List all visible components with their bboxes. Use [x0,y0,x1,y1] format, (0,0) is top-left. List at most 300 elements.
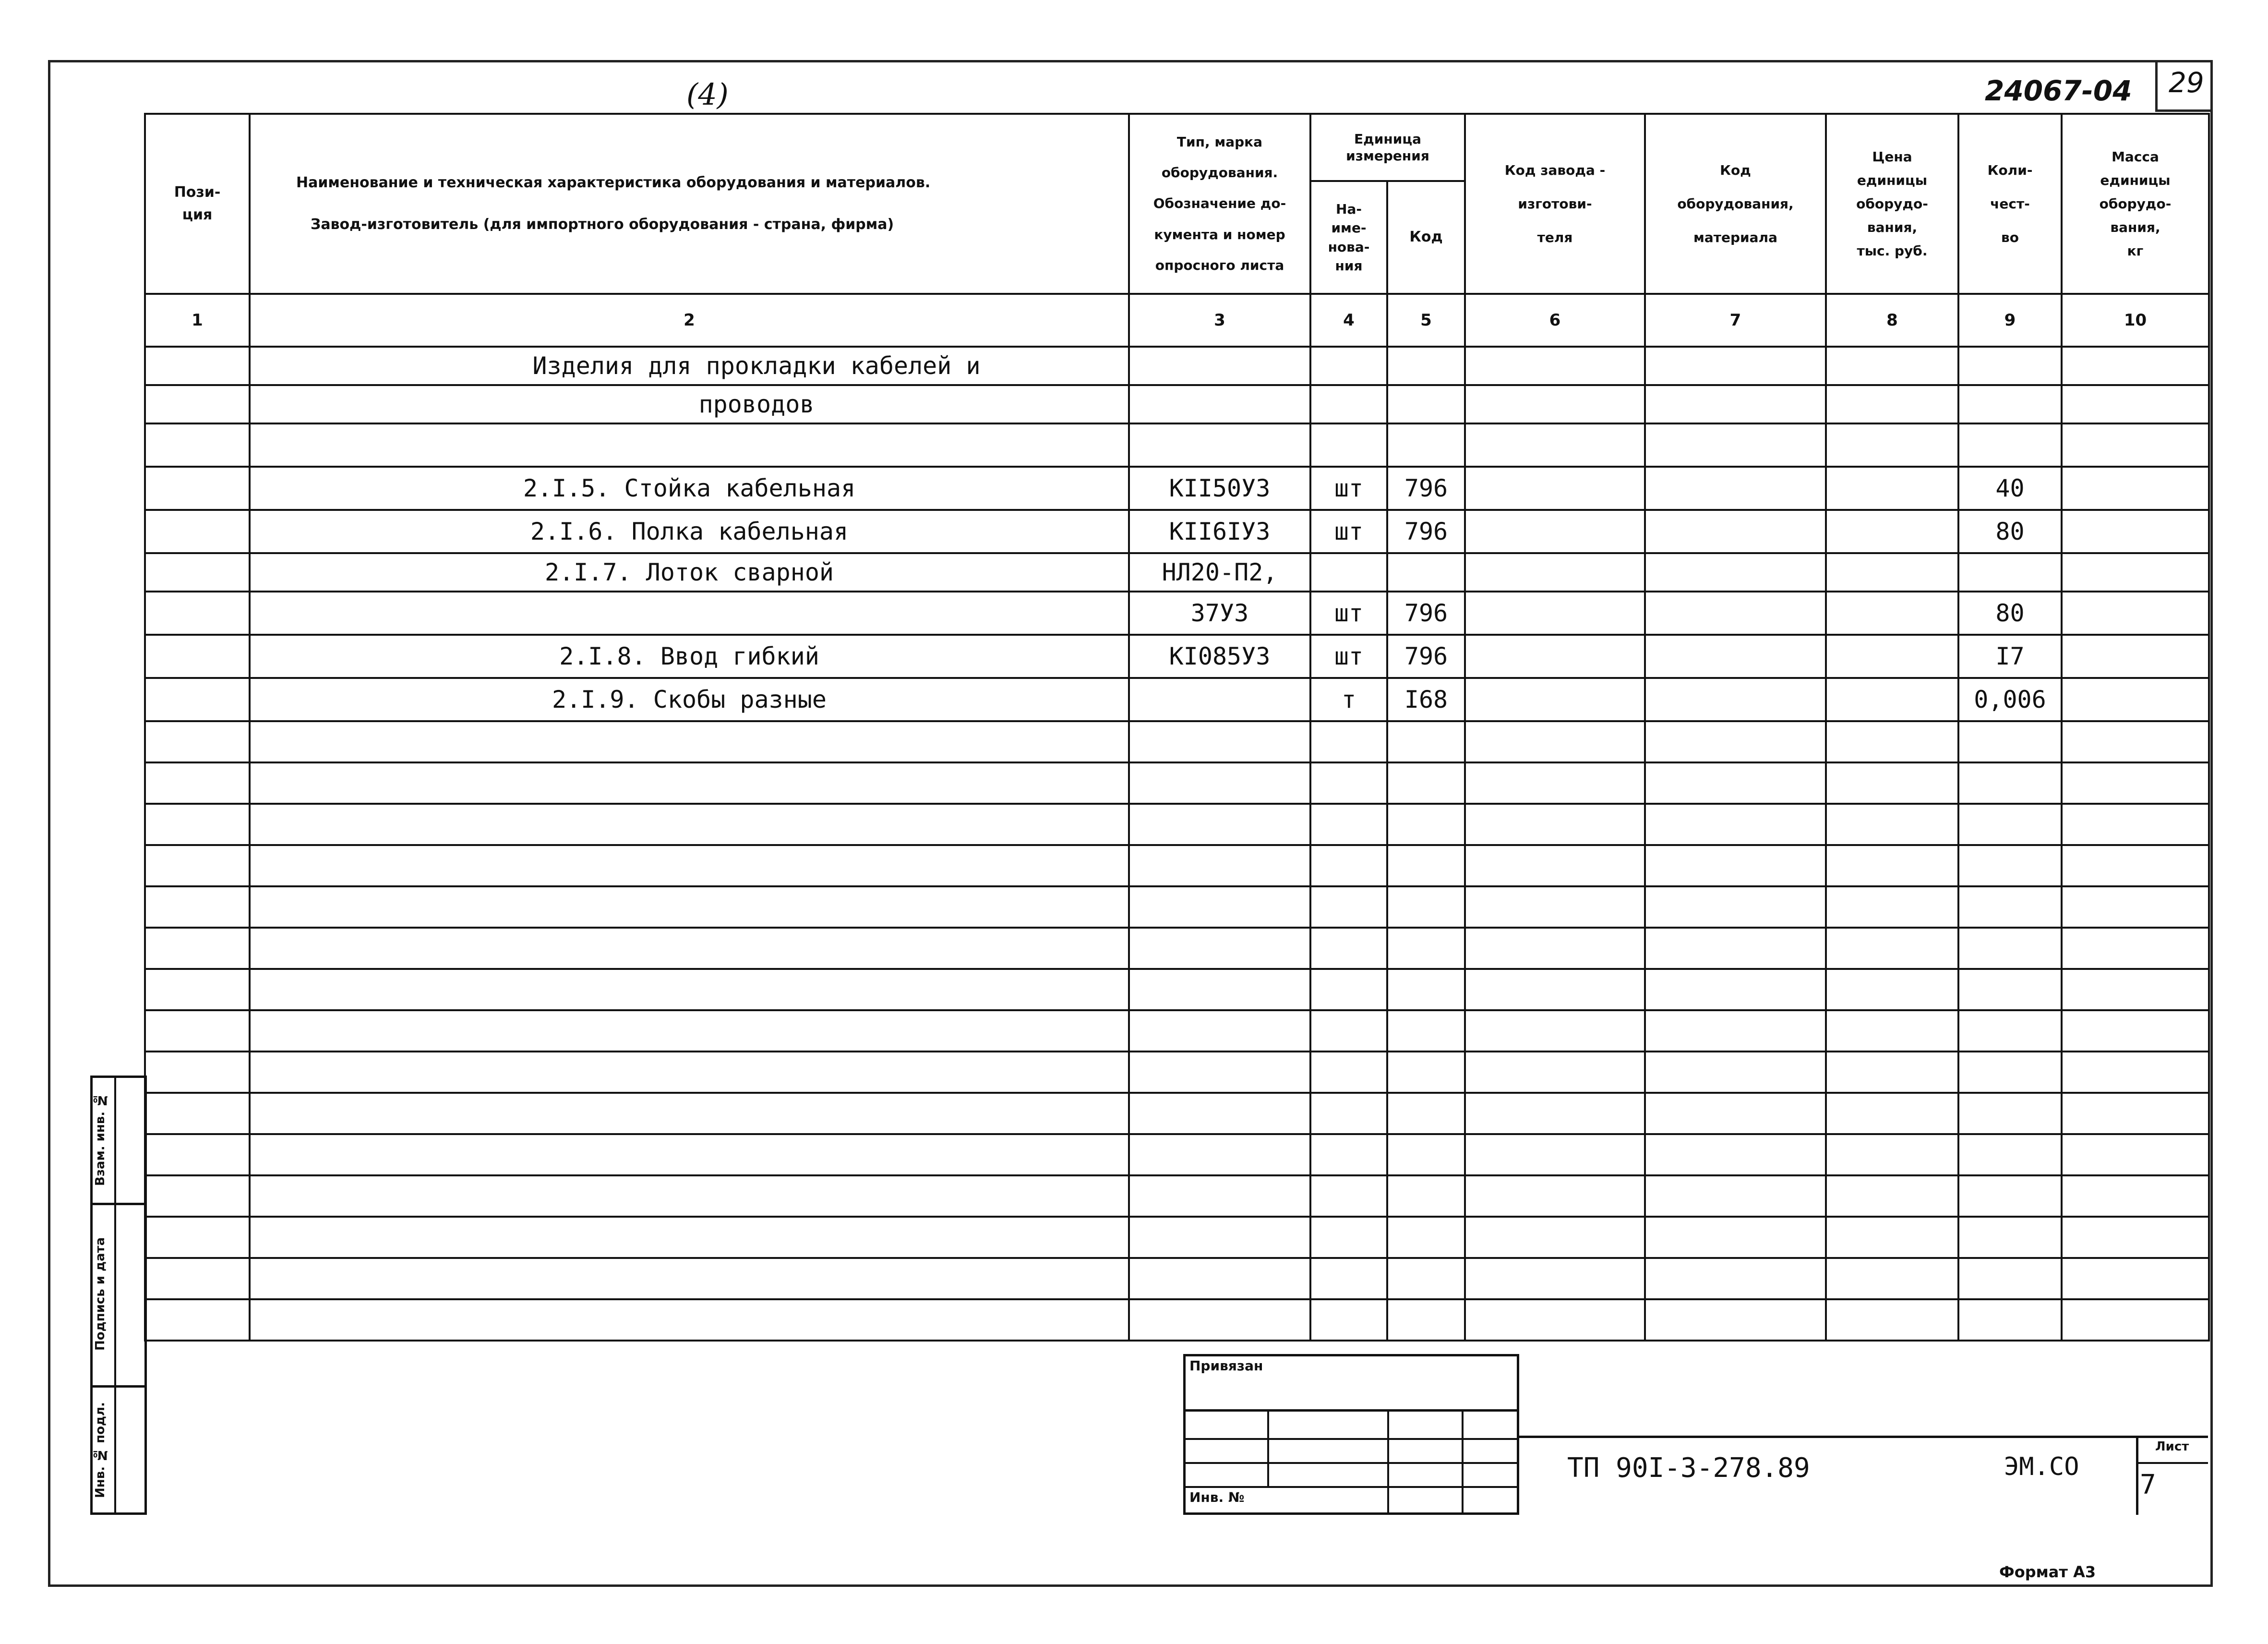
cell-mass [2062,385,2209,423]
cell-equipment-code [1645,1010,1826,1052]
cell-position [145,1258,250,1299]
table-row-empty [145,1010,2209,1052]
cell-quantity [1958,385,2062,423]
cell-type [1129,1258,1310,1299]
cell-plant-code [1465,678,1645,721]
cell-quantity: 40 [1958,467,2062,510]
cell-unit-code [1387,1134,1465,1175]
cell-equipment-code [1645,635,1826,678]
cell-plant-code [1465,886,1645,928]
table-row-empty [145,845,2209,886]
cell-quantity: 80 [1958,510,2062,553]
cell-equipment-code [1645,592,1826,635]
cell-unit-code [1387,347,1465,385]
cell-position [145,592,250,635]
cell-price [1826,886,1958,928]
column-number: 4 [1310,294,1387,347]
cell-price [1826,678,1958,721]
cell-name [250,1010,1129,1052]
cell-unit-name [1310,804,1387,845]
cell-price [1826,423,1958,467]
cell-price [1826,928,1958,969]
header-row-1 [145,114,2209,181]
cell-unit-code [1387,928,1465,969]
cell-position [145,845,250,886]
cell-price [1826,467,1958,510]
table-row-empty [145,1134,2209,1175]
cell-type: КII6IУ3 [1129,510,1310,553]
cell-name [250,1052,1129,1093]
cell-type [1129,721,1310,762]
cell-position [145,635,250,678]
table-row-empty [145,1299,2209,1341]
cell-unit-code [1387,845,1465,886]
cell-unit-code: I68 [1387,678,1465,721]
cell-equipment-code [1645,721,1826,762]
table-row-empty [145,886,2209,928]
table-row-empty [145,969,2209,1010]
cell-price [1826,510,1958,553]
cell-unit-code: 796 [1387,510,1465,553]
cell-name: проводов [250,385,1129,423]
cell-name [250,1217,1129,1258]
cell-position [145,762,250,804]
cell-name [250,886,1129,928]
data-rows [145,347,2209,1341]
cell-mass [2062,1299,2209,1341]
cell-unit-code [1387,1299,1465,1341]
cell-quantity [1958,1299,2062,1341]
cell-position [145,510,250,553]
cell-unit-code [1387,804,1465,845]
cell-plant-code [1465,969,1645,1010]
column-number: 2 [250,294,1129,347]
cell-plant-code [1465,1175,1645,1217]
cell-unit-name [1310,886,1387,928]
column-number: 3 [1129,294,1310,347]
cell-price [1826,845,1958,886]
cell-price [1826,721,1958,762]
cell-price [1826,635,1958,678]
header-unit-group: Единица измерения [1310,114,1465,181]
cell-price [1826,1010,1958,1052]
cell-price [1826,385,1958,423]
header-unit-code: Код [1387,181,1465,294]
table-row [145,553,2209,592]
cell-name [250,804,1129,845]
cell-quantity [1958,886,2062,928]
column-number-row [145,294,2209,347]
cell-price [1826,1175,1958,1217]
cell-type [1129,678,1310,721]
cell-unit-code [1387,762,1465,804]
cell-name [250,762,1129,804]
cell-name [250,721,1129,762]
cell-quantity: 80 [1958,592,2062,635]
cell-unit-code [1387,721,1465,762]
cell-name [250,969,1129,1010]
cell-name [250,1093,1129,1134]
cell-name [250,1134,1129,1175]
cell-position [145,1134,250,1175]
header-equipment-code: Код оборудования, материала [1645,114,1826,294]
cell-mass [2062,423,2209,467]
cell-unit-name [1310,1299,1387,1341]
cell-price [1826,804,1958,845]
cell-type [1129,886,1310,928]
cell-type: 37У3 [1129,592,1310,635]
cell-type: КI085У3 [1129,635,1310,678]
cell-plant-code [1465,347,1645,385]
cell-plant-code [1465,1299,1645,1341]
cell-unit-code [1387,1093,1465,1134]
cell-type [1129,804,1310,845]
cell-quantity: I7 [1958,635,2062,678]
cell-name: 2.I.6. Полка кабельная [250,510,1129,553]
header-type: Тип, марка оборудования. Обозначение до- кумента и номер опросного листа [1129,114,1310,294]
cell-unit-name: шт [1310,467,1387,510]
cell-unit-name [1310,969,1387,1010]
column-number: 6 [1465,294,1645,347]
cell-quantity [1958,928,2062,969]
header-name: Наименование и техническая характеристика оборудования и материалов. Завод-изготовитель (для импортного оборудования - страна, фирма) [250,114,1129,294]
sheet-label: Лист [2155,1439,2189,1454]
cell-quantity [1958,1093,2062,1134]
cell-equipment-code [1645,385,1826,423]
cell-name [250,928,1129,969]
cell-quantity [1958,721,2062,762]
cell-plant-code [1465,510,1645,553]
cell-plant-code [1465,1134,1645,1175]
cell-mass [2062,592,2209,635]
cell-equipment-code [1645,347,1826,385]
cell-mass [2062,553,2209,592]
title-block-top-line [1519,1436,2208,1438]
sheet-value: 7 [2140,1469,2156,1500]
column-number: 5 [1387,294,1465,347]
cell-mass [2062,762,2209,804]
cell-position [145,347,250,385]
cell-position [145,1052,250,1093]
cell-mass [2062,1093,2209,1134]
cell-equipment-code [1645,1052,1826,1093]
cell-type [1129,1217,1310,1258]
cell-mass [2062,928,2209,969]
cell-unit-name [1310,1217,1387,1258]
cell-mass [2062,845,2209,886]
cell-equipment-code [1645,467,1826,510]
document-code: ЭМ.СО [2004,1452,2079,1481]
cell-unit-name [1310,1134,1387,1175]
cell-unit-code [1387,1052,1465,1093]
privyazan-vline [1387,1409,1389,1515]
cell-unit-name [1310,1010,1387,1052]
cell-mass [2062,347,2209,385]
cell-name [250,845,1129,886]
cell-unit-name [1310,845,1387,886]
cell-quantity [1958,969,2062,1010]
cell-quantity [1958,804,2062,845]
cell-plant-code [1465,1217,1645,1258]
cell-plant-code [1465,1258,1645,1299]
privyazan-label: Привязан [1189,1358,1263,1374]
sheet-marker: (4) [686,77,729,112]
cell-position [145,1299,250,1341]
cell-plant-code [1465,721,1645,762]
cell-type [1129,423,1310,467]
cell-position [145,553,250,592]
cell-unit-code [1387,1217,1465,1258]
cell-price [1826,1299,1958,1341]
cell-mass [2062,467,2209,510]
cell-price [1826,969,1958,1010]
header-unit-name: На- име- нова- ния [1310,181,1387,294]
cell-unit-code [1387,423,1465,467]
header-position: Пози- ция [145,114,250,294]
header-price: Цена единицы оборудо- вания, тыс. руб. [1826,114,1958,294]
cell-quantity [1958,1134,2062,1175]
cell-plant-code [1465,804,1645,845]
cell-position [145,385,250,423]
cell-price [1826,1093,1958,1134]
cell-unit-code [1387,1258,1465,1299]
cell-equipment-code [1645,1175,1826,1217]
page-number: 29 [2169,66,2204,99]
cell-type [1129,385,1310,423]
cell-plant-code [1465,762,1645,804]
side-label-podpis: Подпись и дата [93,1237,108,1351]
cell-unit-code [1387,1010,1465,1052]
privyazan-hline [1183,1438,1519,1440]
cell-position [145,1093,250,1134]
cell-mass [2062,510,2209,553]
side-label-inv-podl: Инв. № подл. [93,1402,108,1498]
column-number: 7 [1645,294,1826,347]
cell-type: КII50У3 [1129,467,1310,510]
cell-type [1129,762,1310,804]
cell-name: 2.I.9. Скобы разные [250,678,1129,721]
cell-name: 2.I.7. Лоток сварной [250,553,1129,592]
cell-position [145,721,250,762]
cell-name: Изделия для прокладки кабелей и [250,347,1129,385]
table-row-empty [145,1093,2209,1134]
cell-position [145,928,250,969]
cell-unit-name [1310,1093,1387,1134]
column-number: 9 [1958,294,2062,347]
table-row-empty [145,1052,2209,1093]
cell-position [145,423,250,467]
cell-mass [2062,1217,2209,1258]
cell-type [1129,1093,1310,1134]
cell-quantity [1958,845,2062,886]
column-number: 10 [2062,294,2209,347]
cell-unit-name: шт [1310,510,1387,553]
cell-equipment-code [1645,1093,1826,1134]
cell-unit-name [1310,928,1387,969]
cell-quantity [1958,1217,2062,1258]
cell-mass [2062,969,2209,1010]
cell-unit-code [1387,553,1465,592]
table-row-empty [145,1217,2209,1258]
cell-unit-code: 796 [1387,467,1465,510]
cell-unit-code [1387,1175,1465,1217]
table-row [145,467,2209,510]
cell-equipment-code [1645,1134,1826,1175]
cell-unit-name: шт [1310,635,1387,678]
cell-quantity [1958,1010,2062,1052]
cell-unit-name [1310,385,1387,423]
cell-equipment-code [1645,762,1826,804]
table-row-empty [145,721,2209,762]
cell-unit-name [1310,762,1387,804]
side-stamp-column-line [114,1076,116,1515]
cell-type [1129,347,1310,385]
cell-price [1826,592,1958,635]
cell-mass [2062,1175,2209,1217]
side-label-vzam: Взам. инв. № [93,1092,108,1186]
cell-unit-name [1310,423,1387,467]
sheet-box-divider [2136,1462,2208,1464]
cell-plant-code [1465,1010,1645,1052]
cell-type [1129,1010,1310,1052]
cell-quantity [1958,762,2062,804]
table-row [145,347,2209,385]
cell-plant-code [1465,635,1645,678]
cell-quantity [1958,553,2062,592]
format-label: Формат А3 [1999,1563,2096,1581]
privyazan-vline [1462,1409,1464,1515]
cell-mass [2062,721,2209,762]
cell-unit-code: 796 [1387,592,1465,635]
cell-name: 2.I.8. Ввод гибкий [250,635,1129,678]
cell-quantity [1958,1258,2062,1299]
cell-unit-code: 796 [1387,635,1465,678]
cell-type [1129,1175,1310,1217]
cell-price [1826,347,1958,385]
project-code: ТП 90I-3-278.89 [1567,1452,1810,1484]
table-row [145,635,2209,678]
cell-name [250,1299,1129,1341]
header-mass: Масса единицы оборудо- вания, кг [2062,114,2209,294]
cell-equipment-code [1645,969,1826,1010]
cell-mass [2062,1258,2209,1299]
cell-mass [2062,1010,2209,1052]
table-row [145,678,2209,721]
cell-price [1826,1052,1958,1093]
header-quantity: Коли- чест- во [1958,114,2062,294]
privyazan-hline [1183,1486,1519,1488]
cell-equipment-code [1645,886,1826,928]
cell-position [145,467,250,510]
cell-equipment-code [1645,423,1826,467]
cell-name [250,423,1129,467]
cell-type [1129,1134,1310,1175]
cell-type [1129,845,1310,886]
cell-quantity [1958,1175,2062,1217]
cell-unit-name: шт [1310,592,1387,635]
privyazan-hline [1183,1409,1519,1412]
cell-type [1129,1299,1310,1341]
cell-unit-code [1387,969,1465,1010]
table-row-empty [145,1258,2209,1299]
archive-number: 24067-04 [1985,74,2132,107]
cell-price [1826,1134,1958,1175]
table-row-empty [145,928,2209,969]
table-row [145,385,2209,423]
cell-equipment-code [1645,804,1826,845]
cell-mass [2062,804,2209,845]
cell-type [1129,928,1310,969]
cell-price [1826,553,1958,592]
cell-plant-code [1465,1052,1645,1093]
cell-mass [2062,635,2209,678]
cell-plant-code [1465,423,1645,467]
cell-quantity [1958,423,2062,467]
cell-equipment-code [1645,1258,1826,1299]
cell-price [1826,1217,1958,1258]
cell-quantity [1958,347,2062,385]
cell-unit-name [1310,1052,1387,1093]
cell-type [1129,969,1310,1010]
table-row-empty [145,762,2209,804]
cell-equipment-code [1645,928,1826,969]
cell-unit-name [1310,1258,1387,1299]
cell-equipment-code [1645,1299,1826,1341]
cell-quantity [1958,1052,2062,1093]
cell-unit-name [1310,347,1387,385]
cell-position [145,1175,250,1217]
cell-unit-name [1310,1175,1387,1217]
column-number: 8 [1826,294,1958,347]
cell-unit-name [1310,553,1387,592]
cell-type [1129,1052,1310,1093]
cell-name [250,1175,1129,1217]
cell-mass [2062,886,2209,928]
privyazan-vline [1267,1409,1269,1486]
table-row-empty [145,804,2209,845]
cell-quantity: 0,006 [1958,678,2062,721]
privyazan-hline [1183,1462,1519,1464]
cell-equipment-code [1645,553,1826,592]
header-plant-code: Код завода - изготови- теля [1465,114,1645,294]
cell-position [145,804,250,845]
cell-price [1826,1258,1958,1299]
table-row-empty [145,1175,2209,1217]
table-row [145,423,2209,467]
cell-equipment-code [1645,510,1826,553]
cell-mass [2062,1134,2209,1175]
cell-price [1826,762,1958,804]
cell-unit-name: т [1310,678,1387,721]
cell-plant-code [1465,553,1645,592]
specification-table [144,113,2210,1342]
cell-equipment-code [1645,845,1826,886]
cell-name: 2.I.5. Стойка кабельная [250,467,1129,510]
column-number: 1 [145,294,250,347]
cell-unit-code [1387,886,1465,928]
cell-name [250,1258,1129,1299]
cell-position [145,1217,250,1258]
cell-plant-code [1465,385,1645,423]
inv-number-label: Инв. № [1189,1489,1245,1505]
cell-position [145,1010,250,1052]
cell-unit-code [1387,385,1465,423]
cell-plant-code [1465,1093,1645,1134]
cell-position [145,969,250,1010]
cell-equipment-code [1645,678,1826,721]
table-row [145,592,2209,635]
cell-type: НЛ20-П2, [1129,553,1310,592]
